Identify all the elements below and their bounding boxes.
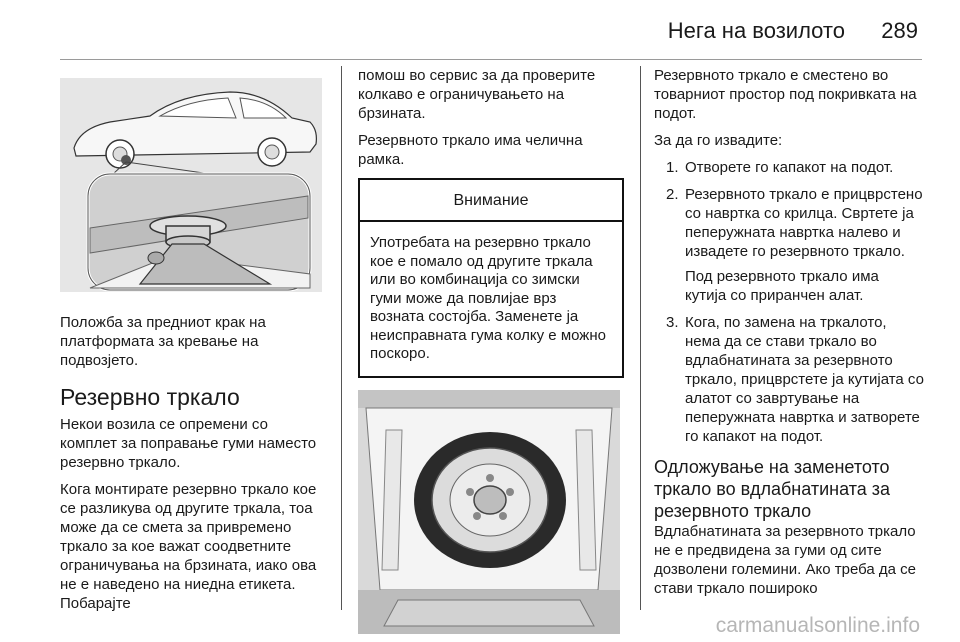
paragraph: Кога монтирате резервно тркало кое се разликува од другите тркала, тоа може да се смета за привремено тркало за кое важат соодветните ограничувања на брзината, иако ова не е наведено на ниедна етикета. Побарајте xyxy=(60,481,317,612)
list-item xyxy=(654,185,924,305)
section-heading-stowing-wheel: Одложување на заменетото тркало во вдлабнатината за резервното тркало xyxy=(654,457,891,521)
removal-steps-list xyxy=(654,158,924,446)
watermark: carmanualsonline.info xyxy=(715,614,920,637)
step-number: 1. xyxy=(666,159,679,176)
step-number: 2. xyxy=(666,186,679,203)
step-text: Кога, по замена на тркалото, нема да се стави тркало во вдлабнатината за резервното тркало, прицврстете ја кутијата со алатот со завртување на пеперужната навртка и затворете го капакот на подот. xyxy=(685,314,924,445)
paragraph: Некои возила се опремени со комплет за поправање гуми наместо резервно тркало. xyxy=(60,416,317,471)
step-text: Резервното тркало е прицврстено со навртка со крилца. Свртете ја пеперужната навртка налево и извадете го резервното тркало. xyxy=(685,186,923,260)
page-header-title: Нега на возилото xyxy=(667,18,845,43)
paragraph: За да го извадите: xyxy=(654,132,783,149)
column-middle xyxy=(358,66,624,634)
step-note: Под резервното тркало има кутија со приранчен алат. xyxy=(685,268,879,304)
paragraph: Резервното тркало е сместено во товарниот простор под покривката на подот. xyxy=(654,67,917,122)
paragraph: помош во сервис за да проверите колкаво е ограничувањето на брзината. xyxy=(358,67,596,122)
spare-wheel-illustration xyxy=(358,390,620,634)
column-divider xyxy=(640,66,641,610)
paragraph: Резервното тркало има челична рамка. xyxy=(358,132,583,168)
column-right xyxy=(654,66,924,606)
column-divider xyxy=(341,66,342,610)
warning-text: Употребата на резервно тркало кое е помало од другите тркала или во комбинација со зимски гуми може да повлијае врз возната состојба. Заменете ја неисправната гума колку е можно поскоро. xyxy=(370,234,606,362)
image-caption: Положба за предниот крак на платформата за кревање на подвозјето. xyxy=(60,314,266,369)
step-text: Отворете го капакот на подот. xyxy=(685,159,894,176)
warning-title: Внимание xyxy=(360,180,622,222)
list-item xyxy=(654,313,924,446)
section-heading-spare-wheel: Резервно тркало xyxy=(60,384,240,410)
car-jack-illustration xyxy=(60,78,322,292)
step-number: 3. xyxy=(666,314,679,331)
header-divider xyxy=(60,59,922,60)
paragraph: Вдлабнатината за резервното тркало не е предвидена за гуми од сите дозволени големини. Ако треба да се стави тркало пошироко xyxy=(654,523,916,597)
column-left xyxy=(60,66,328,621)
page-number: 289 xyxy=(881,18,918,43)
warning-box xyxy=(358,178,624,378)
list-item xyxy=(654,158,924,177)
